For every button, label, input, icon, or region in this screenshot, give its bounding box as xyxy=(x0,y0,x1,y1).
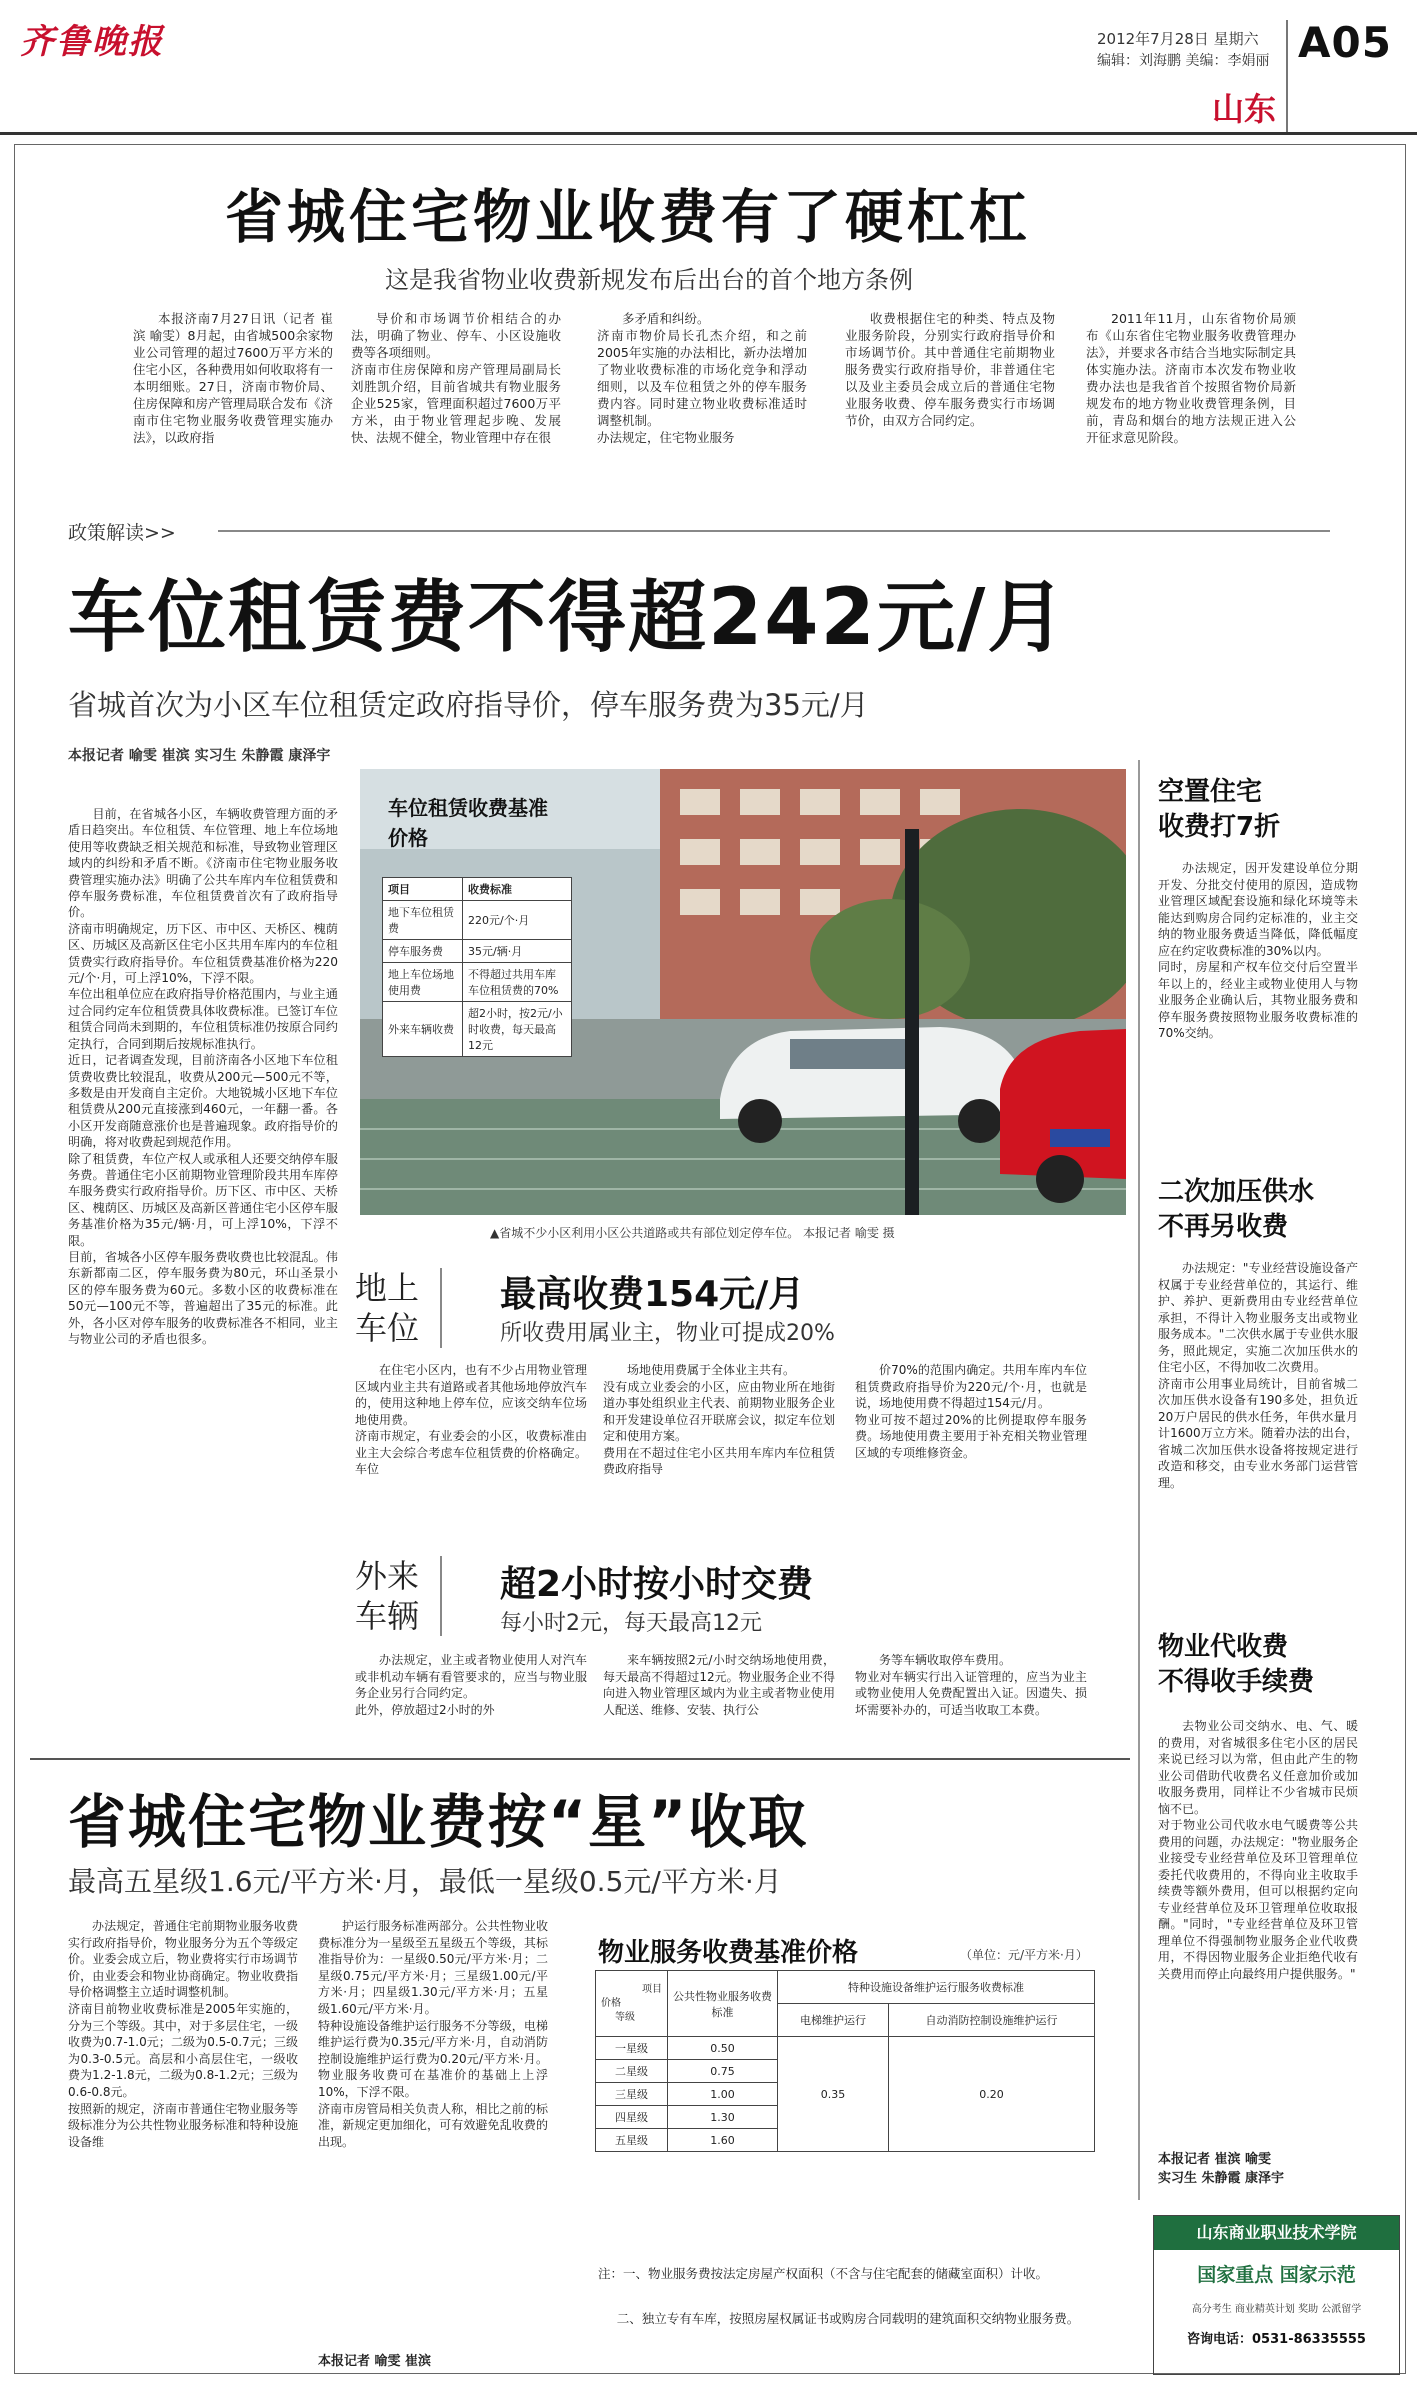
fee-table-level: 二星级 xyxy=(596,2060,668,2083)
parking-table-row-fee: 35元/辆·月 xyxy=(463,940,572,963)
fee-table-fire: 0.20 xyxy=(888,2037,1094,2152)
newspaper-logo: 齐鲁晚报 xyxy=(20,22,164,62)
parking-table-row-item: 停车服务费 xyxy=(383,940,463,963)
fee-table-public: 1.00 xyxy=(668,2083,778,2106)
sub2-subtitle: 每小时2元，每天最高12元 xyxy=(500,1611,762,1636)
article2-byline: 本报记者 喻雯 崔滨 实习生 朱静霞 康泽宇 xyxy=(68,748,331,764)
parking-table-row-item: 地上车位场地使用费 xyxy=(383,963,463,1002)
sidebar2-text: 办法规定："专业经营设施设备产权属于专业经营单位的，其运行、维护、养护、更新费用由专业经营单位承担，不得计入物业服务支出或物业服务成本。"二次供水属于专业供水服务，照此规定，实施二次加压供水的住宅小区，不得加收二次费用。 济南市公用事业局统计，目前省城二次加压供水设备有190多处，担负近20万户居民的供水任务，年供水量月计1600万立方米。随着办法的出台，省城二次加压供水设备将按规定进行改造和移交，由专业水务部门运营管理。 xyxy=(1158,1261,1358,1490)
ad-school-name: 山东商业职业技术学院 xyxy=(1154,2216,1399,2250)
fee-table-col-elevator: 电梯维护运行 xyxy=(778,2004,889,2037)
article1-col1: 本报济南7月27日讯（记者 崔滨 喻雯）8月起，由省城500余家物业公司管理的超过7600万平方米的住宅小区，各种费用如何收取将有一本明细账。27日，济南市物价局、住房保障和房产管理局联合发布《济南市住宅物业服务收费管理实施办法》，以政府指 xyxy=(133,311,334,445)
school-ad[interactable] xyxy=(1153,2215,1400,2375)
parking-table-row-item: 地下车位租赁费 xyxy=(383,901,463,940)
sub1-col2: 场地使用费属于全体业主共有。 没有成立业委会的小区，应由物业所在地街道办事处组织业主代表、前期物业服务企业和开发建设单位召开联席会议，拟定车位划定和使用方案。 费用在不超过住宅小区共用车库内车位租赁费政府指导 xyxy=(603,1363,835,1476)
sub1-title: 最高收费154元/月 xyxy=(500,1274,805,1315)
parking-photo xyxy=(360,769,1126,1215)
fee-table-level: 三星级 xyxy=(596,2083,668,2106)
corner-bot-label: 等级 xyxy=(615,2011,635,2023)
sidebar3-byline: 本报记者 崔滨 喻雯 实习生 朱静霞 康泽宇 xyxy=(1158,2152,1285,2186)
sidebar2-title: 二次加压供水 不再另收费 xyxy=(1158,1177,1315,1242)
article1-col3: 多矛盾和纠纷。 济南市物价局长孔杰介绍，和之前2005年实施的办法相比，新办法增加了物业收费标准的市场化竞争和浮动细则，以及车位租赁之外的停车服务费内容。同时建立物业收费标准适时调整机制。 办法规定，住宅物业服务 xyxy=(597,311,807,445)
editor-credit: 编辑：刘海鹏 美编：李娟丽 xyxy=(1097,53,1270,69)
sub1-subtitle: 所收费用属业主，物业可提成20% xyxy=(500,1321,835,1346)
fee-table-col-public: 公共性物业服务收费标准 xyxy=(668,1971,778,2037)
article3-byline: 本报记者 喻雯 崔滨 xyxy=(318,2354,432,2369)
sub1-tag: 地上 车位 xyxy=(355,1269,420,1347)
fee-table-public: 1.60 xyxy=(668,2129,778,2152)
corner-mid-label: 价格 xyxy=(601,1997,621,2009)
sub1-tag-rule xyxy=(440,1268,442,1348)
sub2-tag: 外来 车辆 xyxy=(355,1557,420,1635)
article2-title: 车位租赁费不得超242元/月 xyxy=(68,573,1068,663)
fee-table-note1: 注：一、物业服务费按法定房屋产权面积（不含与住宅配套的储藏室面积）计收。 xyxy=(598,2266,1049,2281)
article3-col2: 护运行服务标准两部分。公共性物业收费标准分为一星级至五星级五个等级，其标准指导价为：一星级0.50元/平方米·月；二星级0.75元/平方米·月；三星级1.00元/平方米·月；四星级1.30元/平方米·月；五星级1.60元/平方米·月。 特种设施设备维护运行服务不分等级，电梯维护运行费为0.35元/平方米·月，自动消防控制设施维护运行费为0.20元/平方米·月。物业服务收费可在基准价的基础上上浮10%，下浮不限。 济南市房管局相关负责人称，相比之前的标准，新规定更加细化，可有效避免乱收费的出现。 xyxy=(318,1919,548,2149)
sidebar1-title: 空置住宅 收费打7折 xyxy=(1158,777,1281,842)
fee-table-public: 0.75 xyxy=(668,2060,778,2083)
sidebar-rule xyxy=(1138,760,1140,2200)
article1-title: 省城住宅物业收费有了硬杠杠 xyxy=(225,183,1032,251)
sub1-col3: 价70%的范围内确定。共用车库内车位租赁费政府指导价为220元/个·月，也就是说，场地使用费不得超过154元/月。 物业可按不超过20%的比例提取停车服务费。场地使用费主要用于补充相关物业管理区域的专项维修资金。 xyxy=(855,1363,1087,1460)
ad-phone: 咨询电话：0531-86335555 xyxy=(1187,2332,1366,2347)
fee-table-level: 五星级 xyxy=(596,2129,668,2152)
sidebar1-text: 办法规定，因开发建设单位分期开发、分批交付使用的原因，造成物业管理区域配套设施和绿化环境等未能达到购房合同约定标准的，业主交纳的物业服务费适当降低，降低幅度应在约定收费标准的30%以内。 同时，房屋和产权车位交付后空置半年以上的，经业主或物业使用人与物业服务企业确认后，其物业服务费和停车服务费按照物业服务收费标准的70%交纳。 xyxy=(1158,861,1358,1040)
fee-table-note2: 二、独立专有车库，按照房屋权属证书或购房合同载明的建筑面积交纳物业服务费。 xyxy=(616,2311,1080,2326)
fee-table-public: 0.50 xyxy=(668,2037,778,2060)
article3-col1: 办法规定，普通住宅前期物业服务收费实行政府指导价，物业服务分为五个等级定价。业委会成立后，物业费将实行市场调节价，由业委会和物业协商确定。物业收费指导价格调整主立适时调整机制。 济南目前物业收费标准是2005年实施的，分为三个等级。其中，对于多层住宅，一级收费为0.7-1.0元；二级为0.5-0.7元；三级为0.3-0.5元。高层和小高层住宅，一级收费为1.2-1.8元，二级为0.8-1.2元；三级为0.6-0.8元。 按照新的规定，济南市普通住宅物业服务等级标准分为公共性物业服务标准和特种设施设备维 xyxy=(68,1919,298,2149)
article1-subtitle: 这是我省物业收费新规发布后出台的首个地方条例 xyxy=(385,266,913,294)
parking-table-title: 车位租赁收费基准价格 xyxy=(388,796,548,850)
sub2-col3: 务等车辆收取停车费用。 物业对车辆实行出入证管理的，应当为业主或物业使用人免费配置出入证。因遗失、损坏需要补办的，可适当收取工本费。 xyxy=(855,1653,1087,1717)
article2-subtitle: 省城首次为小区车位租赁定政府指导价，停车服务费为35元/月 xyxy=(68,688,869,722)
sidebar3-title: 物业代收费 不得收手续费 xyxy=(1158,1632,1315,1697)
fee-table-level: 一星级 xyxy=(596,2037,668,2060)
parking-fee-table xyxy=(382,877,572,1057)
property-fee-table xyxy=(595,1970,1095,2152)
parking-table-head-fee: 收费标准 xyxy=(463,878,572,901)
article1-col5: 2011年11月，山东省物价局颁布《山东省住宅物业服务收费管理办法》，并要求各市结合当地实际制定具体实施办法。济南市本次发布物业收费办法也是我省首个按照省物价局新规发布的地方物业收费管理条例，目前，青岛和烟台的地方法规正进入公开征求意见阶段。 xyxy=(1086,311,1296,445)
fee-table-corner xyxy=(596,1971,668,2037)
policy-label: 政策解读>> xyxy=(68,522,176,544)
issue-date: 2012年7月28日 星期六 xyxy=(1097,30,1259,48)
fee-table-col-special: 特种设施设备维护运行服务收费标准 xyxy=(778,1971,1095,2004)
sub2-col2: 来车辆按照2元/小时交纳场地使用费，每天最高不得超过12元。物业服务企业不得向进入物业管理区域内为业主或者物业使用人配送、维修、安装、执行公 xyxy=(603,1653,835,1717)
article2-left-column: 目前，在省城各小区，车辆收费管理方面的矛盾日趋突出。车位租赁、车位管理、地上车位场地使用等收费缺乏相关规范和标准，导致物业管理区域内的纠纷和矛盾不断。《济南市住宅物业服务收费管理实施办法》明确了公共车库内车位租赁费和停车服务费标准，车位租赁费首次有了政府指导价。 济南市明确规定，历下区、市中区、天桥区、槐荫区、历城区及高新区住宅小区共用车库内的车位租赁费实行政府指导价。车位租赁费基准价格为220元/个·月，可上浮10%，下浮不限。 车位出租单位应在政府指导价格范围内，与业主通过合同约定车位租赁费具体收费标准。已签订车位租赁合同尚未到期的，车位租赁标准仍按原合同约定执行，合同到期后按规标准执行。 近日，记者调查发现，目前济南各小区地下车位租赁费收费比较混乱，收费从200元—500元不等，多数是由开发商自主定价。大地锐城小区地下车位租赁费从200元直接涨到460元，一年翻一番。各小区开发商随意涨价也是普遍现象。政府指导价的明确，将对收费起到规范作用。 除了租赁费，车位产权人或承租人还要交纳停车服务费。普通住宅小区前期物业管理阶段共用车库停车服务费实行政府指导价。历下区、市中区、天桥区、槐荫区、历城区及高新区普通住宅小区停车服务基准价格为35元/辆·月，可上浮10%，下浮不限。 目前，省城各小区停车服务费收费也比较混乱。伟东新都南二区，停车服务费为80元，环山圣景小区的停车服务费为60元。多数小区的收费标准在50元—100元不等，普遍超出了35元的标准。此外，各小区对停车服务的收费标准各不相同，业主与物业公司的矛盾也很多。 xyxy=(68,807,338,1346)
fee-table-elevator: 0.35 xyxy=(778,2037,889,2152)
article3-top-rule xyxy=(30,1758,1130,1760)
sub2-tag-rule xyxy=(440,1556,442,1636)
page-number: A05 xyxy=(1298,18,1392,67)
article1-col4: 收费根据住宅的种类、特点及物业服务阶段，分别实行政府指导价和市场调节价。其中普通住宅前期物业服务费实行政府指导价，非普通住宅以及业主委员会成立后的普通住宅物业服务收费、停车服务费实行市场调节价，由双方合同约定。 xyxy=(845,311,1055,428)
parking-table-row-fee: 超2小时，按2元/小时收费，每天最高12元 xyxy=(463,1002,572,1057)
ad-tagline: 国家重点 国家示范 xyxy=(1197,2264,1356,2286)
section-name: 山东 xyxy=(1212,90,1277,128)
sidebar3-text: 去物业公司交纳水、电、气、暖的费用，对省城很多住宅小区的居民来说已经习以为常，但由此产生的物业公司借助代收费名义任意加价或加收服务费用，同样让不少省城市民烦恼不已。 对于物业公司代收水电气暖费等公共费用的问题，办法规定："物业服务企业接受专业经营单位及环卫管理单位委托代收费用的，不得向业主收取手续费等额外费用，但可以根据约定向专业经营单位及环卫管理单位收取报酬。"同时，"专业经营单位及环卫管理单位不得强制物业服务企业代收费用，不得因物业服务企业拒绝代收有关费用而停止向最终用户提供服务。" xyxy=(1158,1719,1358,1981)
article1-col2: 导价和市场调节价相结合的办法，明确了物业、停车、小区设施收费等各项细则。 济南市住房保障和房产管理局副局长刘胜凯介绍，目前省城共有物业服务企业525家，管理面积超过7600万平方米，由于物业管理起步晚、发展快、法规不健全，物业管理中存在很 xyxy=(351,311,561,445)
header-rule xyxy=(0,132,1417,135)
fee-table-level: 四星级 xyxy=(596,2106,668,2129)
fee-table-title: 物业服务收费基准价格 xyxy=(598,1938,859,1968)
sub2-col1: 办法规定，业主或者物业使用人对汽车或非机动车辆有看管要求的，应当与物业服务企业另行合同约定。 此外，停放超过2小时的外 xyxy=(355,1653,587,1717)
fee-table-col-fire: 自动消防控制设施维护运行 xyxy=(888,2004,1094,2037)
parking-table-row-fee: 220元/个·月 xyxy=(463,901,572,940)
parking-table-head-item: 项目 xyxy=(383,878,463,901)
policy-rule xyxy=(218,530,1330,532)
article3-title: 省城住宅物业费按“星”收取 xyxy=(68,1788,809,1856)
sub1-col1: 在住宅小区内，也有不少占用物业管理区域内业主共有道路或者其他场地停放汽车的，使用这种地上停车位，应该交纳车位场地使用费。 济南市规定，有业委会的小区，收费标准由业主大会综合考虑车位租赁费的价格确定。车位 xyxy=(355,1363,587,1476)
ad-info: 高分考生 商业精英计划 奖助 公派留学 xyxy=(1191,2304,1362,2315)
corner-top-label: 项目 xyxy=(642,1983,662,1995)
parking-table-row-item: 外来车辆收费 xyxy=(383,1002,463,1057)
fee-table-public: 1.30 xyxy=(668,2106,778,2129)
header-divider xyxy=(1286,20,1288,132)
photo-caption: ▲省城不少小区利用小区公共道路或共有部位划定停车位。 本报记者 喻雯 摄 xyxy=(490,1226,895,1240)
parking-table-row-fee: 不得超过共用车库车位租赁费的70% xyxy=(463,963,572,1002)
article3-subtitle: 最高五星级1.6元/平方米·月，最低一星级0.5元/平方米·月 xyxy=(68,1865,782,1898)
sub2-title: 超2小时按小时交费 xyxy=(500,1564,814,1605)
fee-table-unit: （单位：元/平方米·月） xyxy=(960,1948,1088,1962)
